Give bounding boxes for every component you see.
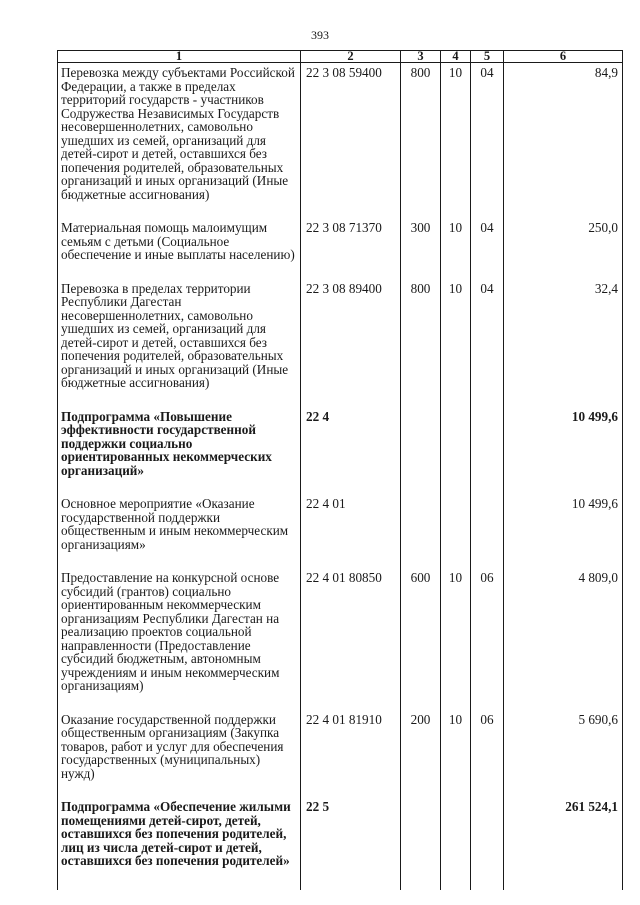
row-rz: 10	[441, 63, 471, 222]
row-pr	[471, 800, 504, 890]
row-name: Предоставление на конкурсной основе субсидий (грантов) социально ориентированным некоммерческим организациям Республики Дагестан на реализацию проектов социальной направленности (Предоставление субсидий бюджетным, автономным учреждениям и иным некоммерческим организациям)	[58, 571, 301, 713]
page-number: 393	[311, 28, 329, 42]
header-pr: 5	[471, 51, 504, 63]
row-rz: 10	[441, 282, 471, 410]
row-amount: 84,9	[504, 63, 623, 222]
row-pr: 04	[471, 63, 504, 222]
table-row	[58, 497, 623, 571]
row-vr	[401, 410, 441, 498]
header-vr: 3	[401, 51, 441, 63]
row-code: 22 3 08 59400	[301, 63, 401, 222]
row-code: 22 3 08 89400	[301, 282, 401, 410]
row-amount: 10 499,6	[504, 410, 623, 498]
header-name: 1	[58, 51, 301, 63]
row-code: 22 4 01 81910	[301, 713, 401, 801]
header-amount: 6	[504, 51, 623, 63]
header-rz: 4	[441, 51, 471, 63]
row-vr: 800	[401, 282, 441, 410]
row-name: Материальная помощь малоимущим семьям с детьми (Социальное обеспечение и иные выплаты населению)	[58, 221, 301, 282]
table-row	[58, 63, 623, 222]
row-rz: 10	[441, 221, 471, 282]
row-pr: 04	[471, 282, 504, 410]
row-vr: 800	[401, 63, 441, 222]
row-amount: 4 809,0	[504, 571, 623, 713]
table-row	[58, 571, 623, 713]
row-name: Оказание государственной поддержки общественным организациям (Закупка товаров, работ и услуг для обеспечения государственных (муниципальных) нужд)	[58, 713, 301, 801]
row-amount: 5 690,6	[504, 713, 623, 801]
row-code: 22 4 01	[301, 497, 401, 571]
row-pr: 06	[471, 713, 504, 801]
row-amount: 250,0	[504, 221, 623, 282]
row-name: Подпрограмма «Повышение эффективности государственной поддержки социально ориентированных некоммерческих организаций»	[58, 410, 301, 498]
row-vr: 200	[401, 713, 441, 801]
header-row	[58, 51, 623, 63]
row-code: 22 3 08 71370	[301, 221, 401, 282]
row-name: Подпрограмма «Обеспечение жилыми помещениями детей-сирот, детей, оставшихся без попечения родителей, лиц из числа детей-сирот и детей, оставшихся без попечения родителей»	[58, 800, 301, 890]
row-pr	[471, 410, 504, 498]
row-rz	[441, 800, 471, 890]
table-row	[58, 282, 623, 410]
row-amount: 10 499,6	[504, 497, 623, 571]
row-rz: 10	[441, 571, 471, 713]
row-vr: 300	[401, 221, 441, 282]
row-code: 22 4 01 80850	[301, 571, 401, 713]
row-pr: 06	[471, 571, 504, 713]
row-pr	[471, 497, 504, 571]
row-pr: 04	[471, 221, 504, 282]
row-amount: 261 524,1	[504, 800, 623, 890]
row-code: 22 5	[301, 800, 401, 890]
row-name: Перевозка в пределах территории Республики Дагестан несовершеннолетних, самовольно ушедших из семей, организаций для детей-сирот и детей, оставшихся без попечения родителей, образовательных организаций и иных организаций (Иные бюджетные ассигнования)	[58, 282, 301, 410]
header-code: 2	[301, 51, 401, 63]
table-row	[58, 221, 623, 282]
budget-table	[57, 50, 623, 890]
row-code: 22 4	[301, 410, 401, 498]
table-row-subprogram	[58, 410, 623, 498]
row-rz: 10	[441, 713, 471, 801]
row-rz	[441, 497, 471, 571]
row-rz	[441, 410, 471, 498]
row-vr: 600	[401, 571, 441, 713]
row-vr	[401, 800, 441, 890]
row-vr	[401, 497, 441, 571]
row-name: Перевозка между субъектами Российской Федерации, а также в пределах территорий государств - участников Содружества Независимых Государств несовершеннолетних, самовольно ушедших из семей, организаций для детей-сирот и детей, оставшихся без попечения родителей, образовательных организаций и иных организаций (Иные бюджетные ассигнования)	[58, 63, 301, 222]
table-row-subprogram	[58, 800, 623, 890]
row-amount: 32,4	[504, 282, 623, 410]
row-name: Основное мероприятие «Оказание государственной поддержки общественным и иным некоммерческим организациям»	[58, 497, 301, 571]
table-row	[58, 713, 623, 801]
